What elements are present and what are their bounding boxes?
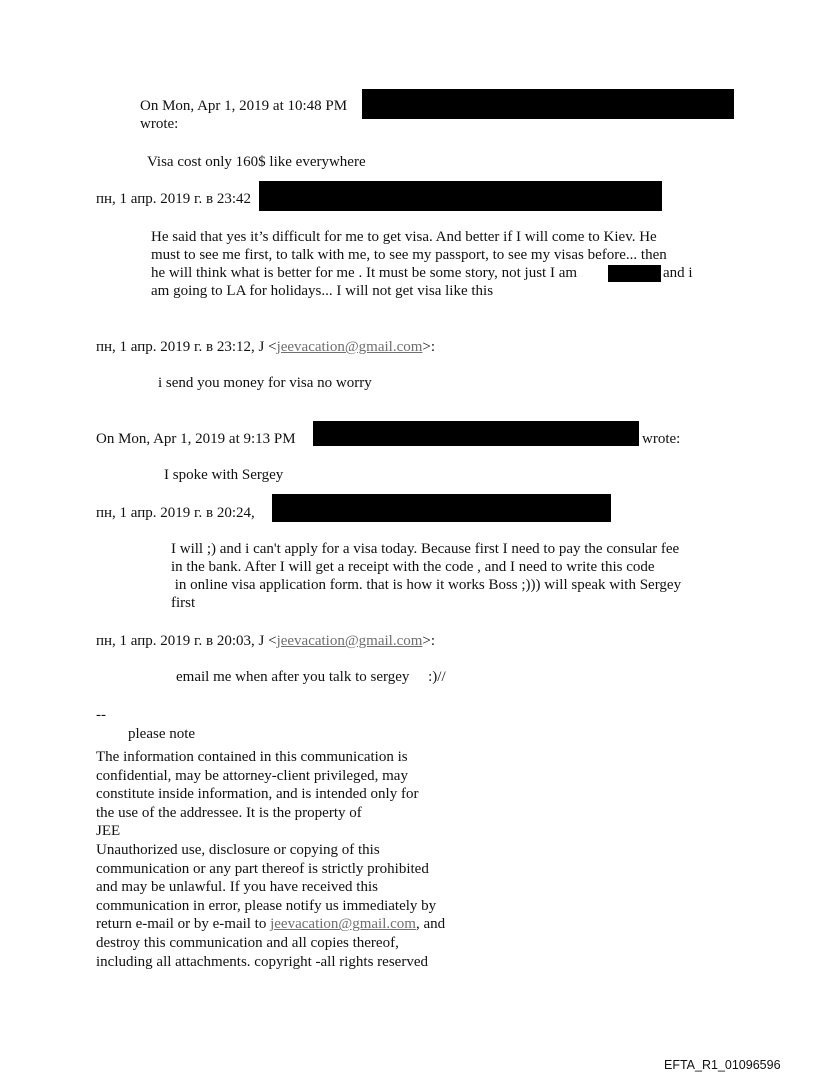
disclaimer-line: The information contained in this communication is: [96, 749, 408, 765]
body-line: I will ;) and i can't apply for a visa today. Because first I need to pay the consular fee: [171, 541, 680, 557]
redaction-box: [272, 494, 611, 522]
header-suffix: wrote:: [642, 431, 681, 447]
message-header: [96, 632, 435, 650]
message-header: пн, 1 апр. 2019 г. в 23:42: [96, 191, 252, 207]
body-line: must to see me first, to talk with me, to see my passport, to see my visas before... then: [151, 247, 667, 263]
confidentiality-disclaimer: [96, 748, 476, 971]
email-link[interactable]: jeevacation@gmail.com: [270, 916, 416, 933]
disclaimer-line: Unauthorized use, disclosure or copying of this: [96, 841, 380, 858]
redaction-box: [313, 421, 639, 446]
disclaimer-line: communication in error, please notify us immediately by: [96, 897, 437, 914]
header-prefix: пн, 1 апр. 2019 г. в 23:12, J <: [96, 339, 277, 355]
body-line: in online visa application form. that is how it works Boss ;))) will speak with Sergey: [171, 577, 682, 593]
disclaimer-line: JEE: [96, 823, 121, 840]
disclaimer-line: including all attachments. copyright -all rights reserved: [96, 953, 428, 970]
message-body: I spoke with Sergey: [164, 467, 284, 483]
message-header: [140, 97, 347, 115]
header-suffix: >:: [422, 633, 436, 649]
disclaimer-line: [96, 915, 476, 934]
header-suffix: >:: [422, 339, 436, 355]
redaction-box: [608, 265, 661, 282]
disclaimer-line: the use of the addressee. It is the property of: [96, 804, 362, 821]
header-continuation: wrote:: [140, 116, 179, 132]
email-link[interactable]: jeevacation@gmail.com: [276, 339, 423, 355]
disclaimer-text: return e-mail or by e-mail to: [96, 916, 271, 933]
disclaimer-text: , and: [415, 916, 446, 933]
header-prefix: пн, 1 апр. 2019 г. в 20:03, J <: [96, 633, 277, 649]
message-header: пн, 1 апр. 2019 г. в 20:24,: [96, 505, 255, 521]
body-line: first: [171, 595, 196, 611]
redaction-box: [259, 181, 662, 211]
body-line: and i: [663, 265, 693, 281]
disclaimer-line: and may be unlawful. If you have received this: [96, 879, 378, 896]
message-body: email me when after you talk to sergey :)//: [176, 669, 446, 685]
signature-note: please note: [128, 726, 196, 742]
body-line: He said that yes it’s difficult for me to get visa. And better if I will come to Kiev. He: [151, 229, 657, 245]
disclaimer-line: constitute inside information, and is intended only for: [96, 786, 419, 803]
sender-date: On Mon, Apr 1, 2019 at 10:48 PM: [140, 98, 348, 114]
disclaimer-line: destroy this communication and all copies thereof,: [96, 934, 399, 951]
body-line: he will think what is better for me . It must be some story, not just I am: [151, 265, 578, 281]
email-link[interactable]: jeevacation@gmail.com: [276, 633, 423, 649]
signature-separator: --: [96, 707, 106, 723]
disclaimer-line: confidential, may be attorney-client privileged, may: [96, 767, 408, 784]
body-line: in the bank. After I will get a receipt with the code , and I need to write this code: [171, 559, 655, 575]
message-body: Visa cost only 160$ like everywhere: [147, 154, 366, 170]
redaction-box: [362, 89, 734, 119]
disclaimer-line: communication or any part thereof is strictly prohibited: [96, 860, 429, 877]
body-line: am going to LA for holidays... I will not get visa like this: [151, 283, 494, 299]
document-id: EFTA_R1_01096596: [664, 1058, 781, 1072]
message-header: [96, 338, 435, 356]
message-body: i send you money for visa no worry: [158, 375, 372, 391]
message-header: On Mon, Apr 1, 2019 at 9:13 PM: [96, 431, 296, 447]
